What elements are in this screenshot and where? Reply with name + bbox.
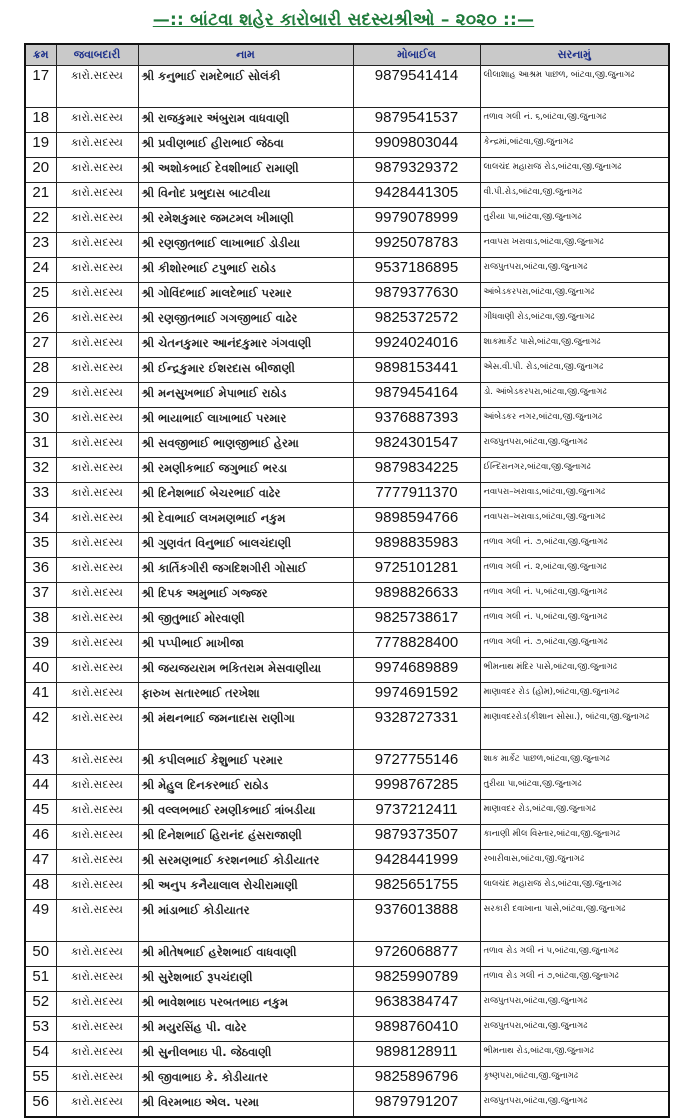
name-cell: શ્રી રમેશકુમાર જમટમલ ખીમાણી <box>138 208 353 233</box>
mobile-cell: 7778828400 <box>353 633 480 658</box>
mobile-cell: 9925078783 <box>353 233 480 258</box>
header-serial: ક્રમ <box>25 44 56 66</box>
name-cell: શ્રી સુનીલભાઇ પી. જેઠવાણી <box>138 1042 353 1067</box>
address-cell: ગીધવાણી રોડ,બાંટવા,જી.જુનાગઢ <box>480 308 669 333</box>
mobile-cell: 9824301547 <box>353 433 480 458</box>
address-cell: ડો. આંબેડકરપરા,બાંટવા,જી.જુનાગઢ <box>480 383 669 408</box>
name-cell: શ્રી દેવાભાઈ લખમણભાઈ નકુમ <box>138 508 353 533</box>
name-cell: શ્રી ગોવિંદભાઈ માલદેભાઈ પરમાર <box>138 283 353 308</box>
table-row <box>25 483 669 508</box>
role-cell: કારો.સદસ્ય <box>56 1092 138 1118</box>
mobile-cell: 9428441999 <box>353 850 480 875</box>
serial-cell: 47 <box>25 850 56 875</box>
table-row <box>25 1067 669 1092</box>
serial-cell: 21 <box>25 183 56 208</box>
serial-cell: 38 <box>25 608 56 633</box>
name-cell: શ્રી સુરેશભાઈ રૂપચંદાણી <box>138 967 353 992</box>
serial-cell: 18 <box>25 108 56 133</box>
serial-cell: 31 <box>25 433 56 458</box>
mobile-cell: 7777911370 <box>353 483 480 508</box>
mobile-cell: 9825990789 <box>353 967 480 992</box>
name-cell: શ્રી મંથનભાઈ જમનાદાસ રાણીગા <box>138 708 353 750</box>
address-cell: ભીમનાથ રોડ,બાંટવા,જી.જુનાગઢ <box>480 1042 669 1067</box>
address-cell: નવાપરા–ખરાવાડ,બાંટવા,જી.જુનાગઢ <box>480 483 669 508</box>
members-table <box>24 43 670 1118</box>
mobile-cell: 9898594766 <box>353 508 480 533</box>
table-row <box>25 408 669 433</box>
name-cell: શ્રી દિનેશભાઈ બેચરભાઈ વાઢેર <box>138 483 353 508</box>
mobile-cell: 9879454164 <box>353 383 480 408</box>
mobile-cell: 9909803044 <box>353 133 480 158</box>
role-cell: કારો.સદસ્ય <box>56 383 138 408</box>
role-cell: કારો.સદસ્ય <box>56 558 138 583</box>
role-cell: કારો.સદસ્ય <box>56 850 138 875</box>
address-cell: માણાવદર રોડ (હોમ),બાંટવા,જી.જુનાગઢ <box>480 683 669 708</box>
table-row <box>25 208 669 233</box>
role-cell: કારો.સદસ્ય <box>56 708 138 750</box>
table-row <box>25 258 669 283</box>
name-cell: શ્રી વિનોદ પ્રભુદાસ બાટવીયા <box>138 183 353 208</box>
address-cell: આંબેડકર નગર,બાંટવા,જી.જુનાગઢ <box>480 408 669 433</box>
name-cell: શ્રી સવજીભાઈ ભાણજીભાઈ હેરમા <box>138 433 353 458</box>
serial-cell: 41 <box>25 683 56 708</box>
mobile-cell: 9825372572 <box>353 308 480 333</box>
serial-cell: 34 <box>25 508 56 533</box>
serial-cell: 29 <box>25 383 56 408</box>
name-cell: શ્રી ભાયાભાઈ લાખાભાઈ પરમાર <box>138 408 353 433</box>
address-cell: તળાવ ગલી નં. ૬,બાંટવા,જી.જુનાગઢ <box>480 108 669 133</box>
header-role: જવાબદારી <box>56 44 138 66</box>
mobile-cell: 9898826633 <box>353 583 480 608</box>
serial-cell: 20 <box>25 158 56 183</box>
table-row <box>25 775 669 800</box>
address-cell: લાલચંદ મહારાજ રોડ,બાંટવા,જી.જુનાગઢ <box>480 158 669 183</box>
address-cell: રાજપુતપરા,બાંટવા,જી.જુનાગઢ <box>480 258 669 283</box>
table-row <box>25 1017 669 1042</box>
table-row <box>25 133 669 158</box>
table-row <box>25 233 669 258</box>
serial-cell: 56 <box>25 1092 56 1118</box>
serial-cell: 55 <box>25 1067 56 1092</box>
serial-cell: 40 <box>25 658 56 683</box>
name-cell: શ્રી ઈન્દ્રકુમાર ઈશરદાસ બીજાણી <box>138 358 353 383</box>
mobile-cell: 9825738617 <box>353 608 480 633</box>
role-cell: કારો.સદસ્ય <box>56 900 138 942</box>
mobile-cell: 9726068877 <box>353 942 480 967</box>
role-cell: કારો.સદસ્ય <box>56 433 138 458</box>
serial-cell: 39 <box>25 633 56 658</box>
serial-cell: 53 <box>25 1017 56 1042</box>
serial-cell: 30 <box>25 408 56 433</box>
name-cell: શ્રી રણજીતભાઈ લાખાભાઈ ડોડીયા <box>138 233 353 258</box>
role-cell: કારો.સદસ્ય <box>56 683 138 708</box>
table-row <box>25 992 669 1017</box>
name-cell: શ્રી જીવાભાઇ કે. કોડીયાતર <box>138 1067 353 1092</box>
mobile-cell: 9725101281 <box>353 558 480 583</box>
table-row <box>25 942 669 967</box>
address-cell: શાક માર્કેટ પાછળ,બાંટવા,જી.જુનાગઢ <box>480 750 669 775</box>
mobile-cell: 9979078999 <box>353 208 480 233</box>
role-cell: કારો.સદસ્ય <box>56 967 138 992</box>
name-cell: શ્રી રમણીકભાઈ જગુભાઈ ભરડા <box>138 458 353 483</box>
table-row <box>25 533 669 558</box>
serial-cell: 52 <box>25 992 56 1017</box>
address-cell: વી.પી.રોડ,બાંટવા,જી.જુનાગઢ <box>480 183 669 208</box>
role-cell: કારો.સદસ્ય <box>56 133 138 158</box>
address-cell: તળાવ રોડ ગલી નં ૭,બાંટવા,જી.જુનાગઢ <box>480 967 669 992</box>
mobile-cell: 9879541537 <box>353 108 480 133</box>
table-row <box>25 433 669 458</box>
name-cell: શ્રી મયુરસિંહ પી. વાઢેર <box>138 1017 353 1042</box>
page-title: —:: બાંટવા શહેર કારોબારી સદસ્યશ્રીઓ – ૨૦૨૦ ::— <box>152 10 535 30</box>
name-cell: શ્રી માંડાભાઈ કોડીયાતર <box>138 900 353 942</box>
name-cell: શ્રી અશોકભાઈ દેવશીભાઈ રામાણી <box>138 158 353 183</box>
table-row <box>25 1092 669 1118</box>
address-cell: શાકમાર્કેટ પાસે,બાંટવા,જી.જુનાગઢ <box>480 333 669 358</box>
serial-cell: 51 <box>25 967 56 992</box>
table-row <box>25 850 669 875</box>
name-cell: શ્રી સરમણભાઈ કરશનભાઈ કોડીયાતર <box>138 850 353 875</box>
role-cell: કારો.સદસ્ય <box>56 258 138 283</box>
serial-cell: 50 <box>25 942 56 967</box>
name-cell: શ્રી ભાવેશભાઇ પરબતભાઇ નકુમ <box>138 992 353 1017</box>
table-row <box>25 633 669 658</box>
mobile-cell: 9898128911 <box>353 1042 480 1067</box>
role-cell: કારો.સદસ્ય <box>56 208 138 233</box>
header-name: નામ <box>138 44 353 66</box>
role-cell: કારો.સદસ્ય <box>56 800 138 825</box>
serial-cell: 24 <box>25 258 56 283</box>
mobile-cell: 9974689889 <box>353 658 480 683</box>
role-cell: કારો.સદસ્ય <box>56 750 138 775</box>
address-cell: તળાવ ગલી નં. ૫,બાંટવા,જી.જુનાગઢ <box>480 608 669 633</box>
table-row <box>25 1042 669 1067</box>
name-cell: શ્રી કીશોરભાઈ ટપુભાઈ રાઠોડ <box>138 258 353 283</box>
table-row <box>25 825 669 850</box>
table-row <box>25 800 669 825</box>
address-cell: તળાવ ગલી નં. ૫,બાંટવા,જી.જુનાગઢ <box>480 583 669 608</box>
table-header-row <box>25 44 669 66</box>
address-cell: કેન્દ્રમાં,બાંટવા,જી.જુનાગઢ <box>480 133 669 158</box>
mobile-cell: 9825896796 <box>353 1067 480 1092</box>
name-cell: શ્રી દિપક અમુભાઈ ગજ્જર <box>138 583 353 608</box>
mobile-cell: 9727755146 <box>353 750 480 775</box>
serial-cell: 28 <box>25 358 56 383</box>
table-row <box>25 458 669 483</box>
table-row <box>25 583 669 608</box>
name-cell: શ્રી ચેતનકુમાર આનંદકુમાર ગંગવાણી <box>138 333 353 358</box>
name-cell: શ્રી ગુણવંત વિનુભાઈ બાલચંદાણી <box>138 533 353 558</box>
serial-cell: 17 <box>25 66 56 108</box>
serial-cell: 46 <box>25 825 56 850</box>
address-cell: તુરીયા પા,બાંટવા,જી.જુનાગઢ <box>480 775 669 800</box>
table-row <box>25 683 669 708</box>
table-row <box>25 658 669 683</box>
table-row <box>25 358 669 383</box>
serial-cell: 27 <box>25 333 56 358</box>
name-cell: શ્રી વલ્લભભાઈ રમણીકભાઈ ત્રાંબડીયા <box>138 800 353 825</box>
mobile-cell: 9825651755 <box>353 875 480 900</box>
table-row <box>25 967 669 992</box>
header-mobile: મોબાઈલ <box>353 44 480 66</box>
name-cell: શ્રી અનુપ કનૈયાલાલ રોચીરામાણી <box>138 875 353 900</box>
address-cell: સરકારી દવાખાના પાસે,બાંટવા,જી.જુનાગઢ <box>480 900 669 942</box>
name-cell: શ્રી કાર્તિકગીરી જગદિશગીરી ગોસાઈ <box>138 558 353 583</box>
mobile-cell: 9428441305 <box>353 183 480 208</box>
role-cell: કારો.સદસ્ય <box>56 508 138 533</box>
table-row <box>25 558 669 583</box>
mobile-cell: 9879541414 <box>353 66 480 108</box>
serial-cell: 22 <box>25 208 56 233</box>
role-cell: કારો.સદસ્ય <box>56 875 138 900</box>
table-row <box>25 66 669 108</box>
table-row <box>25 333 669 358</box>
role-cell: કારો.સદસ્ય <box>56 658 138 683</box>
role-cell: કારો.સદસ્ય <box>56 158 138 183</box>
header-address: સરનામું <box>480 44 669 66</box>
mobile-cell: 9998767285 <box>353 775 480 800</box>
table-row <box>25 508 669 533</box>
mobile-cell: 9879373507 <box>353 825 480 850</box>
serial-cell: 49 <box>25 900 56 942</box>
table-row <box>25 108 669 133</box>
name-cell: શ્રી મીતેષભાઈ હરેશભાઈ વાધવાણી <box>138 942 353 967</box>
role-cell: કારો.સદસ્ય <box>56 358 138 383</box>
mobile-cell: 9898153441 <box>353 358 480 383</box>
serial-cell: 54 <box>25 1042 56 1067</box>
serial-cell: 42 <box>25 708 56 750</box>
serial-cell: 32 <box>25 458 56 483</box>
serial-cell: 45 <box>25 800 56 825</box>
mobile-cell: 9879377630 <box>353 283 480 308</box>
mobile-cell: 9638384747 <box>353 992 480 1017</box>
role-cell: કારો.સદસ્ય <box>56 533 138 558</box>
table-row <box>25 308 669 333</box>
name-cell: શ્રી વિરમભાઇ એલ. પરમા <box>138 1092 353 1118</box>
address-cell: નવાપરા ખરાવાડ,બાંટવા,જી.જુનાગઢ <box>480 233 669 258</box>
mobile-cell: 9974691592 <box>353 683 480 708</box>
name-cell: શ્રી રાજકુમાર અંબુરામ વાધવાણી <box>138 108 353 133</box>
serial-cell: 33 <box>25 483 56 508</box>
name-cell: શ્રી મનસુખભાઈ મેપાભાઈ રાઠોડ <box>138 383 353 408</box>
serial-cell: 37 <box>25 583 56 608</box>
address-cell: તળાવ ગલી નં. ૨,બાંટવા,જી.જુનાગઢ <box>480 558 669 583</box>
name-cell: શ્રી પપ્પીભાઈ માખીજા <box>138 633 353 658</box>
role-cell: કારો.સદસ્ય <box>56 308 138 333</box>
serial-cell: 36 <box>25 558 56 583</box>
address-cell: રાજપુતપરા,બાંટવા,જી.જુનાગઢ <box>480 1092 669 1118</box>
role-cell: કારો.સદસ્ય <box>56 1042 138 1067</box>
serial-cell: 35 <box>25 533 56 558</box>
address-cell: આંબેડકરપરા,બાંટવા,જી.જુનાગઢ <box>480 283 669 308</box>
address-cell: એસ.વી.પી. રોડ,બાંટવા,જી.જુનાગઢ <box>480 358 669 383</box>
role-cell: કારો.સદસ્ય <box>56 66 138 108</box>
serial-cell: 25 <box>25 283 56 308</box>
mobile-cell: 9328727331 <box>353 708 480 750</box>
table-row <box>25 183 669 208</box>
table-body <box>25 66 669 1118</box>
role-cell: કારો.સદસ્ય <box>56 992 138 1017</box>
role-cell: કારો.સદસ્ય <box>56 333 138 358</box>
serial-cell: 19 <box>25 133 56 158</box>
table-row <box>25 383 669 408</box>
table-row <box>25 875 669 900</box>
serial-cell: 23 <box>25 233 56 258</box>
address-cell: રબારીવાસ,બાંટવા,જી.જુનાગઢ <box>480 850 669 875</box>
address-cell: લીલાશાહ આશ્રમ પાછળ, બાંટવા,જી.જુનાગઢ <box>480 66 669 108</box>
name-cell: શ્રી દિનેશભાઈ હિરાનંદ હંસરાજાણી <box>138 825 353 850</box>
name-cell: શ્રી જયજયરામ ભકિતરામ મેસવાણીયા <box>138 658 353 683</box>
mobile-cell: 9924024016 <box>353 333 480 358</box>
mobile-cell: 9879834225 <box>353 458 480 483</box>
role-cell: કારો.સદસ્ય <box>56 942 138 967</box>
serial-cell: 26 <box>25 308 56 333</box>
address-cell: તળાવ રોડ ગલી નં ૫,બાંટવા,જી.જુનાગઢ <box>480 942 669 967</box>
address-cell: ભીમનાથ મંદિર પાસે,બાંટવા,જી.જુનાગઢ <box>480 658 669 683</box>
address-cell: રાજપુતપરા,બાંટવા,જી.જુનાગઢ <box>480 433 669 458</box>
name-cell: ફારુખ સતારભાઈ તરખેશા <box>138 683 353 708</box>
table-row <box>25 283 669 308</box>
address-cell: ઈન્દિરાનગર,બાંટવા,જી.જુનાગઢ <box>480 458 669 483</box>
mobile-cell: 9376887393 <box>353 408 480 433</box>
name-cell: શ્રી કપીલભાઈ કેશુભાઈ પરમાર <box>138 750 353 775</box>
role-cell: કારો.સદસ્ય <box>56 608 138 633</box>
role-cell: કારો.સદસ્ય <box>56 233 138 258</box>
mobile-cell: 9898835983 <box>353 533 480 558</box>
serial-cell: 43 <box>25 750 56 775</box>
role-cell: કારો.સદસ્ય <box>56 1067 138 1092</box>
table-row <box>25 608 669 633</box>
address-cell: નવાપરા–ખરાવાડ,બાંટવા,જી.જુનાગઢ <box>480 508 669 533</box>
table-row <box>25 900 669 942</box>
role-cell: કારો.સદસ્ય <box>56 775 138 800</box>
role-cell: કારો.સદસ્ય <box>56 633 138 658</box>
address-cell: માણાવદરરોડ(કીશાન સોસા.), બાંટવા,જી.જુનાગઢ <box>480 708 669 750</box>
address-cell: કૃષ્ણપરા,બાંટવા,જી.જુનાગઢ <box>480 1067 669 1092</box>
address-cell: તળાવ ગલી નં. ૭,બાંટવા,જી.જુનાગઢ <box>480 533 669 558</box>
role-cell: કારો.સદસ્ય <box>56 108 138 133</box>
address-cell: તળાવ ગલી નં. ૭,બાંટવા,જી.જુનાગઢ <box>480 633 669 658</box>
table-row <box>25 708 669 750</box>
role-cell: કારો.સદસ્ય <box>56 583 138 608</box>
name-cell: શ્રી કનુભાઈ રામદેભાઈ સોલંકી <box>138 66 353 108</box>
role-cell: કારો.સદસ્ય <box>56 183 138 208</box>
role-cell: કારો.સદસ્ય <box>56 1017 138 1042</box>
mobile-cell: 9376013888 <box>353 900 480 942</box>
role-cell: કારો.સદસ્ય <box>56 825 138 850</box>
mobile-cell: 9879329372 <box>353 158 480 183</box>
role-cell: કારો.સદસ્ય <box>56 283 138 308</box>
name-cell: શ્રી જીતુભાઈ મોરવાણી <box>138 608 353 633</box>
mobile-cell: 9898760410 <box>353 1017 480 1042</box>
serial-cell: 48 <box>25 875 56 900</box>
name-cell: શ્રી પ્રવીણભાઈ હીરાભાઈ જેઠવા <box>138 133 353 158</box>
mobile-cell: 9737212411 <box>353 800 480 825</box>
role-cell: કારો.સદસ્ય <box>56 458 138 483</box>
role-cell: કારો.સદસ્ય <box>56 483 138 508</box>
serial-cell: 44 <box>25 775 56 800</box>
name-cell: શ્રી રણજીતભાઈ ગગજીભાઈ વાઢેર <box>138 308 353 333</box>
address-cell: લાલચંદ મહારાજ રોડ,બાંટવા,જી.જુનાગઢ <box>480 875 669 900</box>
table-row <box>25 158 669 183</box>
address-cell: કાનાણી મીલ વિસ્તાર,બાંટવા,જી.જુનાગઢ <box>480 825 669 850</box>
role-cell: કારો.સદસ્ય <box>56 408 138 433</box>
address-cell: માણાવદર રોડ,બાંટવા,જી.જુનાગઢ <box>480 800 669 825</box>
name-cell: શ્રી મેહુલ દિનકરભાઈ રાઠોડ <box>138 775 353 800</box>
mobile-cell: 9537186895 <box>353 258 480 283</box>
address-cell: રાજપુતપરા,બાંટવા,જી.જુનાગઢ <box>480 1017 669 1042</box>
table-row <box>25 750 669 775</box>
address-cell: રાજપુતપરા,બાંટવા,જી.જુનાગઢ <box>480 992 669 1017</box>
address-cell: તુરીયા પા,બાંટવા,જી.જુનાગઢ <box>480 208 669 233</box>
mobile-cell: 9879791207 <box>353 1092 480 1118</box>
